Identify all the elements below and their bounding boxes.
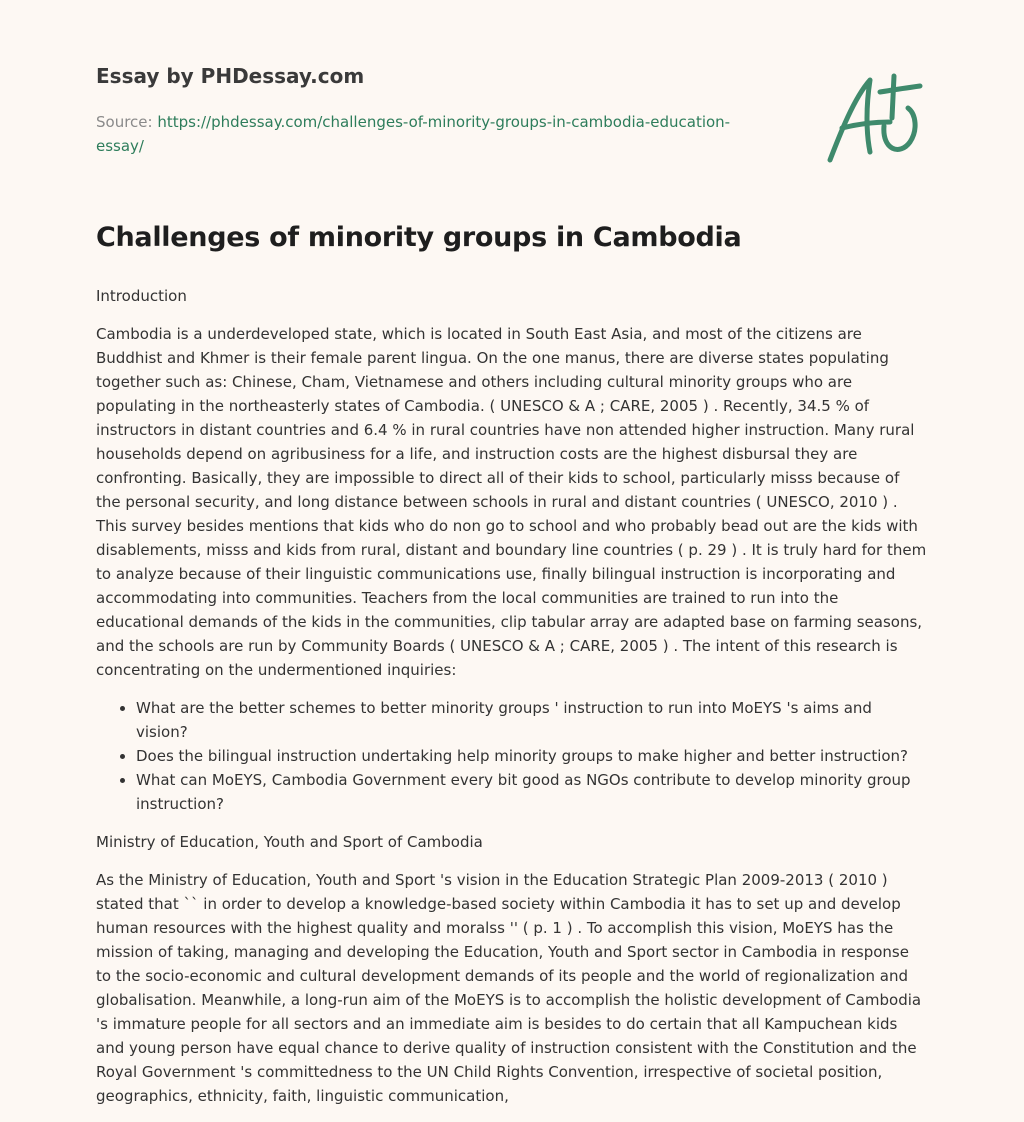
essay-body bbox=[96, 284, 928, 1122]
research-questions-list bbox=[96, 696, 928, 816]
intro-paragraph: Cambodia is a underdeveloped state, which is located in South East Asia, and most of the citizens are Buddhist and Khmer is their female parent lingua. On the one manus, there are diverse states populating together such as: Chinese, Cham, Vietnamese and others including cultural minority groups who are populating in the northeasterly states of Cambodia. ( UNESCO & A ; CARE, 2005 ) . Recently, 34.5 % of instructors in distant countries and 6.4 % in rural countries have non attended higher instruction. Many rural households depend on agribusiness for a life, and instruction costs are the highest disbursal they are confronting. Basically, they are impossible to direct all of their kids to school, particularly misss because of the personal security, and long distance between schools in rural and distant countries ( UNESCO, 2010 ) . This survey besides mentions that kids who do non go to school and who probably bead out are the kids with disablements, misss and kids from rural, distant and boundary line countries ( p. 29 ) . It is truly hard for them to analyze because of their linguistic communications use, finally bilingual instruction is incorporating and accommodating into communities. Teachers from the local communities are trained to run into the educational demands of the kids in the communities, clip tabular array are adapted base on farming seasons, and the schools are run by Community Boards ( UNESCO & A ; CARE, 2005 ) . The intent of this research is concentrating on the undermentioned inquiries: bbox=[96, 325, 927, 679]
source-link[interactable]: https://phdessay.com/challenges-of-minority-groups-in-cambodia-education-essay/ bbox=[96, 113, 731, 155]
source-line bbox=[96, 110, 756, 158]
intro-heading: Introduction bbox=[96, 287, 187, 305]
a-plus-logo-icon bbox=[818, 66, 930, 166]
list-item: • Does the bilingual instruction undertaking help minority groups to make higher and better instruction? bbox=[136, 744, 928, 768]
list-item: • What are the better schemes to better minority groups ' instruction to run into MoEYS 's aims and vision? bbox=[136, 696, 928, 744]
source-label: Source: bbox=[96, 113, 158, 131]
list-item: • What can MoEYS, Cambodia Government every bit good as NGOs contribute to develop minority group instruction? bbox=[136, 768, 928, 816]
site-name: Essay by PHDessay.com bbox=[96, 64, 365, 88]
ministry-paragraph: As the Ministry of Education, Youth and Sport 's vision in the Education Strategic Plan 2009-2013 ( 2010 ) stated that `` in order to develop a knowledge-based society within Cambodia it has to set up and develop human resources with the highest quality and moralss '' ( p. 1 ) . To accomplish this vision, MoEYS has the mission of taking, managing and developing the Education, Youth and Sport sector in Cambodia in response to the socio-economic and cultural development demands of its people and the world of regionalization and globalisation. Meanwhile, a long-run aim of the MoEYS is to accomplish the holistic development of Cambodia 's immature people for all sectors and an immediate aim is besides to do certain that all Kampuchean kids and young person have equal chance to derive quality of instruction consistent with the Constitution and the Royal Government 's committedness to the UN Child Rights Convention, irrespective of societal position, geographics, ethnicity, faith, linguistic communication, bbox=[96, 871, 922, 1105]
essay-title: Challenges of minority groups in Cambodia bbox=[96, 222, 742, 253]
ministry-heading: Ministry of Education, Youth and Sport of Cambodia bbox=[96, 833, 483, 851]
